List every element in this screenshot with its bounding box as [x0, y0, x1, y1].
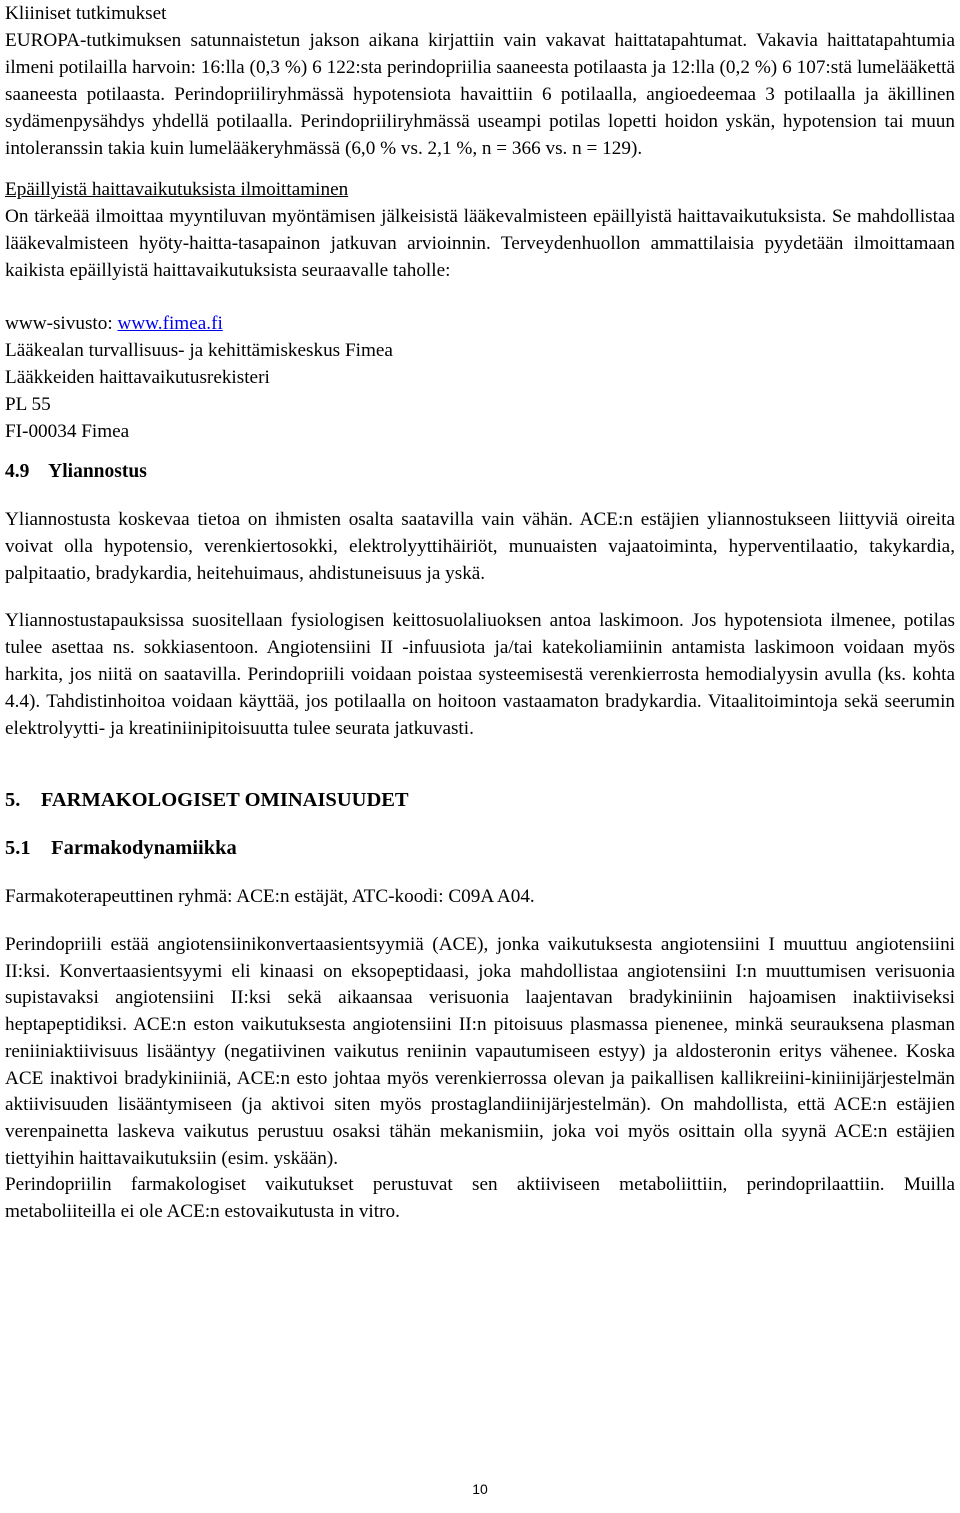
clinical-studies-text: EUROPA-tutkimuksen satunnaistetun jakson aikana kirjattiin vain vakavat haittatapahtumat. Vakavia haittatapahtumia ilmeni potilailla harvoin: 16:lla (0,3 %) 6 122:sta perindopriilia saaneesta potilaasta ja 12:lla (0,2 %) 6 107:stä lumelääkettä saaneesta potilaasta. Perindopriiliryhmässä hypotensiota havaittiin 6 potilaalla, angioedeemaa 3 potilaalla ja äkillinen sydämenpysähdys yhdellä potilaalla. Perindopriiliryhmässä useampi potilas lopetti hoidon yskän, hypotension tai muun intoleranssin takia kuin lumelääkeryhmässä (6,0 % vs. 2,1 %, n = 366 vs. n = 129). — [5, 30, 955, 159]
address-line-2: Lääkkeiden haittavaikutusrekisteri — [5, 367, 270, 388]
overdose-number: 4.9 — [5, 461, 30, 482]
pharmacodynamics-paragraph: Perindopriili estää angiotensiinikonvertaasientsyymiä (ACE), jonka vaikutuksesta angiotensiini I muuttuu angiotensiini II:ksi. Konvertaasientsyymi eli kinaasi on eksopeptidaasi, joka mahdollistaa angiotensiini I:n muuttumisen verisuonia supistavaksi angiotensiini II:ksi sekä aikaansaa verisuonia laajentavan bradykiniinin hajoamisen inaktiiviseksi heptapeptidiksi. ACE:n eston vaikutuksesta angiotensiini II:n pitoisuus plasmassa pienenee, minkä seurauksena plasman reniiniaktiivisuus lisääntyy (negatiivinen vaikutus reniinin vapautumiseen estyy) ja aldosteronin eritys vähenee. Koska ACE inaktivoi bradykiniiniä, ACE:n esto johtaa myös verenkierrossa olevan ja paikallisen kallikreiini-kiniinijärjestelmän aktiivisuuden lisääntymiseen (ja aktivoi siten myös prostaglandiinijärjestelmän). On mahdollista, että ACE:n estäjien verenpainetta laskeva vaikutus perustuu osaksi tähän mekanismiin, joka voi myös osittain olla syynä ACE:n estäjien tiettyihin haittavaikutuksiin (esim. yskään). — [5, 934, 955, 1169]
section-5-1-heading — [5, 835, 955, 862]
section-5-1-number: 5.1 — [5, 837, 31, 859]
reporting-text: On tärkeää ilmoittaa myyntiluvan myöntämisen jälkeisistä lääkevalmisteen epäillyistä haittavaikutuksista. Se mahdollistaa lääkevalmisteen hyöty-haitta-tasapainon jatkuvan arvioinnin. Terveydenhuollon ammattilaisia pyydetään ilmoittamaan kaikista epäillyistä haittavaikutuksista seuraavalle taholle: — [5, 206, 955, 281]
address-line-4: FI-00034 Fimea — [5, 421, 130, 442]
section-5-number: 5. — [5, 789, 21, 811]
address-line-3: PL 55 — [5, 394, 51, 415]
page-number: 10 — [472, 1481, 488, 1497]
metabolite-paragraph: Perindopriilin farmakologiset vaikutukset perustuvat sen aktiiviseen metaboliittiin, perindoprilaattiin. Muilla metaboliiteilla ei ole ACE:n estovaikutusta in vitro. — [5, 1174, 955, 1223]
address-line-1: Lääkealan turvallisuus- ja kehittämiskeskus Fimea — [5, 340, 393, 361]
overdose-heading — [5, 458, 955, 485]
section-5-1-title: Farmakodynamiikka — [51, 837, 237, 859]
website-line — [5, 310, 955, 337]
overdose-paragraph-1: Yliannostusta koskevaa tietoa on ihmisten osalta saatavilla vain vähän. ACE:n estäjien yliannostukseen liittyviä oireita voivat olla hypotensio, verenkiertosokki, elektrolyyttihäiriöt, munuaisten vajaatoiminta, hyperventilaatio, takykardia, palpitaatio, bradykardia, heitehuimaus, ahdistuneisuus ja yskä. — [5, 509, 955, 584]
section-5-title: FARMAKOLOGISET OMINAISUUDET — [40, 789, 409, 811]
overdose-paragraph-2: Yliannostustapauksissa suositellaan fysiologisen keittosuolaliuoksen antoa laskimoon. Jos hypotensiota ilmenee, potilas tulee asettaa ns. sokkiasentoon. Angiotensiini II -infuusiota ja/tai katekoliamiinin antamista laskimoon voidaan myös harkita, jos niitä on saatavilla. Perindopriili voidaan poistaa systeemisestä verenkierrosta hemodialyysin avulla (ks. kohta 4.4). Tahdistinhoitoa voidaan käyttää, jos potilaalla on hoitoon vastaamaton bradykardia. Vitaalitoimintoja sekä seerumin elektrolyytti- ja kreatiniinipitoisuutta tulee seurata jatkuvasti. — [5, 610, 955, 739]
website-label: www-sivusto: — [5, 313, 118, 334]
fimea-link[interactable]: www.fimea.fi — [117, 313, 223, 334]
overdose-title: Yliannostus — [48, 461, 147, 482]
section-5-heading — [5, 787, 955, 814]
clinical-studies-heading: Kliiniset tutkimukset — [5, 3, 167, 24]
document-page — [5, 0, 955, 1226]
atc-code-line: Farmakoterapeuttinen ryhmä: ACE:n estäjät, ATC-koodi: C09A A04. — [5, 886, 535, 907]
reporting-heading: Epäillyistä haittavaikutuksista ilmoittaminen — [5, 179, 349, 200]
